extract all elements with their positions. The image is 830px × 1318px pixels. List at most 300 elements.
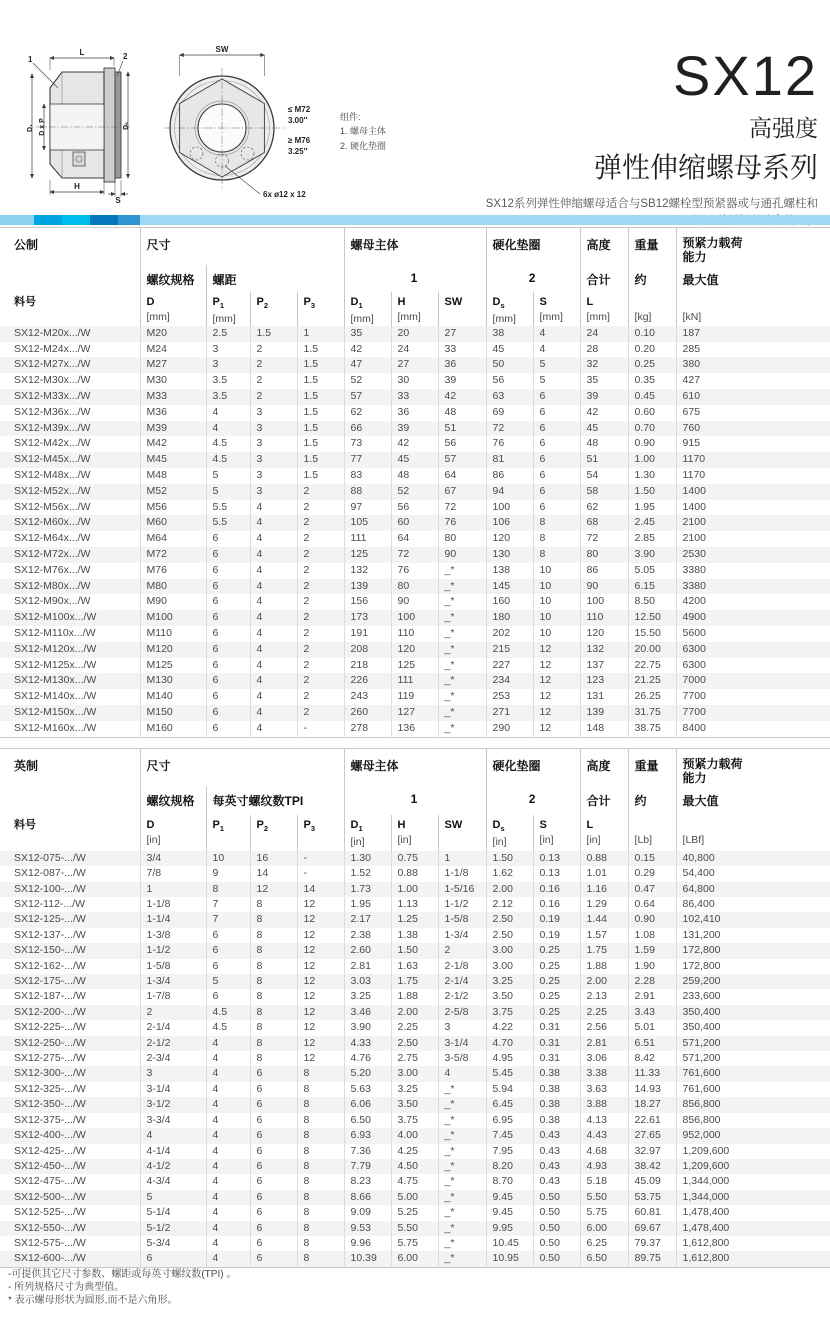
value-cell: 2 — [297, 484, 344, 500]
value-cell: 4 — [250, 610, 297, 626]
value-cell: 6.25 — [580, 1236, 628, 1251]
value-cell: 90 — [438, 547, 486, 563]
value-cell: 571,200 — [676, 1036, 830, 1051]
value-cell: 3 — [250, 421, 297, 437]
value-cell: 2.75 — [391, 1051, 438, 1066]
value-cell: 38 — [486, 326, 533, 342]
value-cell: 0.90 — [628, 436, 676, 452]
column-symbol-main: 料号 — [14, 818, 36, 831]
column-symbol-sub: 1 — [358, 300, 363, 310]
value-cell: 72 — [438, 500, 486, 516]
value-cell: 4 — [250, 673, 297, 689]
value-cell: 0.60 — [628, 405, 676, 421]
value-cell: 1.16 — [580, 882, 628, 897]
value-cell: M33 — [140, 389, 206, 405]
value-cell: 4-1/2 — [140, 1159, 206, 1174]
sub-header-thread-spec: 螺纹规格 — [140, 265, 206, 292]
value-cell: 4 — [206, 1051, 250, 1066]
value-cell: 6 — [533, 405, 580, 421]
value-cell: 2-1/4 — [438, 974, 486, 989]
sub-header-total: 合计 — [580, 265, 628, 292]
table-header — [0, 228, 830, 326]
column-symbol-main: H — [397, 818, 406, 831]
column-symbol — [445, 296, 484, 310]
value-cell: 2.38 — [344, 928, 391, 943]
table-row — [0, 405, 830, 421]
value-cell: 6 — [250, 1128, 297, 1143]
value-cell: 8 — [297, 1082, 344, 1097]
value-cell: 2.28 — [628, 974, 676, 989]
value-cell: 6.93 — [344, 1128, 391, 1143]
column-symbol — [351, 819, 389, 835]
value-cell: 27 — [438, 326, 486, 342]
value-cell: 8 — [250, 1051, 297, 1066]
value-cell: 4 — [250, 563, 297, 579]
value-cell: 4.76 — [344, 1051, 391, 1066]
value-cell: 3 — [206, 357, 250, 373]
value-cell: 2.00 — [391, 1005, 438, 1020]
part-number-cell: SX12-525-.../W — [14, 1206, 86, 1219]
value-cell: 136 — [391, 721, 438, 737]
column-header — [297, 815, 344, 851]
value-cell: 5 — [140, 1190, 206, 1205]
value-cell: 2 — [140, 1005, 206, 1020]
value-cell: 83 — [344, 468, 391, 484]
value-cell: 4 — [250, 626, 297, 642]
value-cell: M76 — [140, 563, 206, 579]
value-cell: 173 — [344, 610, 391, 626]
value-cell: 4 — [250, 547, 297, 563]
value-cell: 0.90 — [628, 912, 676, 927]
table-row — [0, 959, 830, 974]
value-cell: 6 — [533, 484, 580, 500]
value-cell: 45 — [391, 452, 438, 468]
part-number-cell: SX12-400-.../W — [14, 1129, 86, 1142]
value-cell: 57 — [438, 452, 486, 468]
value-cell: 7.45 — [486, 1128, 533, 1143]
value-cell: 0.10 — [628, 326, 676, 342]
table-row — [0, 928, 830, 943]
value-cell: 35 — [580, 373, 628, 389]
value-cell: 2100 — [676, 515, 830, 531]
part-number-cell: SX12-M52x.../W — [14, 484, 91, 497]
group-header-height — [580, 749, 628, 786]
value-cell: 105 — [344, 515, 391, 531]
value-cell: 0.64 — [628, 897, 676, 912]
value-cell: 1.95 — [628, 500, 676, 516]
value-cell: 4 — [206, 1113, 250, 1128]
value-cell: 380 — [676, 357, 830, 373]
value-cell: 8.66 — [344, 1190, 391, 1205]
value-cell: 5.05 — [628, 563, 676, 579]
column-symbol-sub: 1 — [219, 300, 225, 310]
value-cell: _* — [438, 1113, 486, 1128]
value-cell: 1.73 — [344, 882, 391, 897]
value-cell: 3.90 — [628, 547, 676, 563]
value-cell: 4 — [250, 579, 297, 595]
value-cell: 6 — [533, 389, 580, 405]
sub-header-row — [0, 265, 830, 292]
value-cell: M48 — [140, 468, 206, 484]
value-cell: 2 — [297, 500, 344, 516]
value-cell: 350,400 — [676, 1005, 830, 1020]
value-cell: 86,400 — [676, 897, 830, 912]
table-row — [0, 851, 830, 866]
column-header — [140, 292, 206, 326]
value-cell: 1400 — [676, 500, 830, 516]
value-cell: 4 — [206, 1066, 250, 1081]
value-cell: 31.75 — [628, 705, 676, 721]
value-cell: 5.94 — [486, 1082, 533, 1097]
part-number-cell: SX12-M125x.../W — [14, 658, 97, 671]
value-cell: 1-1/8 — [438, 866, 486, 881]
group-header-label: 重量 — [634, 238, 659, 252]
part-number-cell: SX12-425-.../W — [14, 1144, 86, 1157]
table-row — [0, 673, 830, 689]
value-cell: 1,478,400 — [676, 1205, 830, 1220]
value-cell: 3 — [250, 468, 297, 484]
column-header — [0, 815, 140, 851]
dim-label-SW: SW — [215, 45, 229, 54]
value-cell: M60 — [140, 515, 206, 531]
column-symbol — [14, 819, 138, 833]
value-cell: 4 — [250, 689, 297, 705]
value-cell: 11.33 — [628, 1066, 676, 1081]
column-header — [580, 292, 628, 326]
column-unit: [Lb] — [634, 833, 653, 846]
column-header — [206, 292, 250, 326]
value-cell: 1 — [438, 851, 486, 866]
table-row — [0, 989, 830, 1004]
value-cell: 80 — [580, 547, 628, 563]
value-cell: 26.25 — [628, 689, 676, 705]
column-symbol — [257, 819, 295, 835]
value-cell: 56 — [438, 436, 486, 452]
sub-header-thread-spec: 螺纹规格 — [140, 786, 206, 815]
value-cell: 72 — [580, 531, 628, 547]
value-cell: 12 — [533, 642, 580, 658]
part-number-cell: SX12-M20x.../W — [14, 326, 91, 339]
front-view-drawing — [142, 44, 354, 206]
part-number-cell: SX12-M48x.../W — [14, 468, 91, 481]
part-number-cell: SX12-500-.../W — [14, 1190, 86, 1203]
value-cell: 132 — [344, 563, 391, 579]
accent-bar-segment — [118, 215, 140, 225]
value-cell: 130 — [486, 547, 533, 563]
value-cell: _* — [438, 610, 486, 626]
value-cell: 760 — [676, 421, 830, 437]
value-cell: 4.33 — [344, 1036, 391, 1051]
table-row — [0, 452, 830, 468]
table-row — [0, 1159, 830, 1174]
value-cell: 2 — [297, 547, 344, 563]
value-cell: _* — [438, 1128, 486, 1143]
value-cell: 125 — [391, 658, 438, 674]
part-number-cell: SX12-M60x.../W — [14, 516, 91, 529]
value-cell: 0.31 — [533, 1051, 580, 1066]
value-cell: 6 — [250, 1097, 297, 1112]
part-number-cell: SX12-M36x.../W — [14, 405, 91, 418]
value-cell: 35 — [344, 326, 391, 342]
part-number-cell: SX12-M160x.../W — [14, 721, 97, 734]
value-cell: 0.25 — [533, 974, 580, 989]
group-header-label: 硬化垫圈 — [492, 238, 541, 252]
value-cell: 8.23 — [344, 1174, 391, 1189]
value-cell: 76 — [391, 563, 438, 579]
value-cell: M36 — [140, 405, 206, 421]
value-cell: 215 — [486, 642, 533, 658]
value-cell: 290 — [486, 721, 533, 737]
value-cell: 4.5 — [206, 452, 250, 468]
value-cell: 12 — [533, 689, 580, 705]
column-header — [344, 292, 391, 326]
series-title: SX12 — [673, 44, 818, 107]
value-cell: 1.88 — [580, 959, 628, 974]
value-cell: 3.75 — [391, 1113, 438, 1128]
value-cell: 3.46 — [344, 1005, 391, 1020]
value-cell: 6300 — [676, 658, 830, 674]
value-cell: 50 — [486, 357, 533, 373]
value-cell: 10.39 — [344, 1251, 391, 1267]
value-cell: 761,600 — [676, 1066, 830, 1081]
column-symbol — [351, 296, 389, 312]
value-cell: 148 — [580, 721, 628, 737]
value-cell: _* — [438, 1097, 486, 1112]
value-cell: 1.00 — [628, 452, 676, 468]
value-cell: 3.90 — [344, 1020, 391, 1035]
column-symbol — [398, 819, 436, 833]
part-number-cell: SX12-275-.../W — [14, 1052, 86, 1065]
value-cell: 5.75 — [391, 1236, 438, 1251]
value-cell: 0.43 — [533, 1128, 580, 1143]
value-cell: 271 — [486, 705, 533, 721]
value-cell: 10 — [533, 626, 580, 642]
value-cell: 1.50 — [628, 484, 676, 500]
value-cell: 12 — [297, 912, 344, 927]
value-cell: 5 — [206, 974, 250, 989]
value-cell: 3.63 — [580, 1082, 628, 1097]
value-cell: 8 — [250, 974, 297, 989]
table-row — [0, 421, 830, 437]
value-cell: 139 — [580, 705, 628, 721]
series-subtitle-type: 弹性伸缩螺母系列 — [593, 152, 818, 183]
value-cell: 2 — [250, 357, 297, 373]
value-cell: 1.08 — [628, 928, 676, 943]
value-cell: M125 — [140, 658, 206, 674]
value-cell: 22.61 — [628, 1113, 676, 1128]
value-cell: 4-3/4 — [140, 1174, 206, 1189]
value-cell: 6 — [206, 673, 250, 689]
value-cell: 1.62 — [486, 866, 533, 881]
value-cell: 1,209,600 — [676, 1144, 830, 1159]
value-cell: 4 — [250, 531, 297, 547]
value-cell: 7.79 — [344, 1159, 391, 1174]
value-cell: 0.88 — [580, 851, 628, 866]
value-cell: 48 — [580, 436, 628, 452]
value-cell: _* — [438, 673, 486, 689]
value-cell: 69.67 — [628, 1221, 676, 1236]
value-cell: 52 — [391, 484, 438, 500]
table-row — [0, 642, 830, 658]
value-cell: 12 — [297, 974, 344, 989]
value-cell: 2 — [297, 563, 344, 579]
part-number-cell: SX12-075-.../W — [14, 851, 86, 864]
value-cell: 4 — [250, 642, 297, 658]
column-header — [438, 292, 486, 326]
value-cell: 1.5 — [297, 468, 344, 484]
value-cell: 180 — [486, 610, 533, 626]
dim-label-L: L — [79, 48, 85, 57]
table-row — [0, 1144, 830, 1159]
value-cell: 1.63 — [391, 959, 438, 974]
group-header-label: 尺寸 — [146, 238, 171, 252]
part-number-cell: SX12-M140x.../W — [14, 690, 97, 703]
part-number-cell: SX12-350-.../W — [14, 1098, 86, 1111]
value-cell: 94 — [486, 484, 533, 500]
value-cell: 8 — [250, 989, 297, 1004]
value-cell: 88 — [344, 484, 391, 500]
unit-system-label — [0, 228, 140, 265]
table-row — [0, 1113, 830, 1128]
value-cell: 6 — [206, 928, 250, 943]
value-cell: 234 — [486, 673, 533, 689]
value-cell: 127 — [391, 705, 438, 721]
sub-header-pitch: 每英寸螺纹数TPI — [206, 786, 344, 815]
value-cell: 9 — [206, 866, 250, 881]
value-cell: 69 — [486, 405, 533, 421]
value-cell: 0.43 — [533, 1174, 580, 1189]
group-header-nut-body — [344, 228, 486, 265]
value-cell: 3 — [140, 1066, 206, 1081]
value-cell: 1.29 — [580, 897, 628, 912]
column-symbol — [635, 296, 674, 310]
group-header-washer — [486, 749, 580, 786]
value-cell: 3.00 — [391, 1066, 438, 1081]
value-cell: 1,612,800 — [676, 1236, 830, 1251]
value-cell: _* — [438, 658, 486, 674]
value-cell: 1.5 — [297, 342, 344, 358]
sub-header-part-1: 1 — [344, 786, 486, 815]
column-header — [250, 815, 297, 851]
value-cell: 22.75 — [628, 658, 676, 674]
part-number-cell: SX12-087-.../W — [14, 867, 86, 880]
value-cell: 12 — [297, 897, 344, 912]
value-cell: 8 — [297, 1251, 344, 1267]
value-cell: 6 — [533, 436, 580, 452]
value-cell: 3 — [250, 452, 297, 468]
value-cell: 5.5 — [206, 515, 250, 531]
value-cell: 2 — [297, 642, 344, 658]
table-row — [0, 563, 830, 579]
part-number-cell: SX12-M56x.../W — [14, 500, 91, 513]
value-cell: 119 — [391, 689, 438, 705]
value-cell: 8 — [250, 928, 297, 943]
value-cell: 3.5 — [206, 389, 250, 405]
value-cell: 3 — [250, 484, 297, 500]
value-cell: 4.13 — [580, 1113, 628, 1128]
column-header — [533, 815, 580, 851]
column-symbol-main: P — [256, 818, 264, 831]
table-row — [0, 1097, 830, 1112]
value-cell: 3380 — [676, 563, 830, 579]
group-header-label: 高度 — [586, 759, 611, 773]
bolt-holes-label: 6x ø12 x 12 — [263, 190, 306, 199]
column-unit: [LBf] — [682, 833, 705, 846]
value-cell: 1.00 — [391, 882, 438, 897]
value-cell: 0.16 — [533, 882, 580, 897]
value-cell: 0.38 — [533, 1113, 580, 1128]
value-cell: 5 — [533, 373, 580, 389]
part-number-cell: SX12-225-.../W — [14, 1021, 86, 1034]
group-header-row — [0, 749, 830, 786]
part-number-cell: SX12-M64x.../W — [14, 532, 91, 545]
value-cell: 10 — [533, 610, 580, 626]
value-cell: 1,209,600 — [676, 1159, 830, 1174]
value-cell: 79.37 — [628, 1236, 676, 1251]
value-cell: 8 — [297, 1190, 344, 1205]
value-cell: 8 — [250, 1005, 297, 1020]
value-cell: 1400 — [676, 484, 830, 500]
value-cell: 4.93 — [580, 1159, 628, 1174]
column-unit: [mm] — [350, 312, 374, 325]
part-number-cell: SX12-M120x.../W — [14, 642, 97, 655]
value-cell: _* — [438, 1082, 486, 1097]
value-cell: 2-3/4 — [140, 1051, 206, 1066]
value-cell: 5600 — [676, 626, 830, 642]
value-cell: 3.50 — [486, 989, 533, 1004]
value-cell: 208 — [344, 642, 391, 658]
column-header — [297, 292, 344, 326]
value-cell: 0.29 — [628, 866, 676, 881]
column-unit: [in] — [350, 835, 365, 848]
value-cell: 3.5 — [206, 373, 250, 389]
value-cell: 6300 — [676, 642, 830, 658]
value-cell: 24 — [580, 326, 628, 342]
table-row — [0, 1221, 830, 1236]
value-cell: 123 — [580, 673, 628, 689]
value-cell: 14.93 — [628, 1082, 676, 1097]
value-cell: 10 — [533, 594, 580, 610]
column-header — [486, 292, 533, 326]
table-row — [0, 1066, 830, 1081]
value-cell: 1.30 — [344, 851, 391, 866]
value-cell: 0.88 — [391, 866, 438, 881]
footnote: * 表示螺母形状为圆形,而不是六角形。 — [8, 1295, 178, 1306]
value-cell: 5-1/4 — [140, 1205, 206, 1220]
value-cell: 610 — [676, 389, 830, 405]
column-symbol — [635, 819, 674, 833]
value-cell: 2 — [250, 342, 297, 358]
group-header-weight — [628, 749, 676, 786]
value-cell: 0.31 — [533, 1036, 580, 1051]
value-cell: 3 — [250, 405, 297, 421]
value-cell: 0.38 — [533, 1066, 580, 1081]
value-cell: 77 — [344, 452, 391, 468]
value-cell: _* — [438, 1144, 486, 1159]
accent-bar-segment — [34, 215, 62, 225]
value-cell: 6 — [250, 1066, 297, 1081]
value-cell: 0.13 — [533, 866, 580, 881]
value-cell: 12 — [533, 721, 580, 737]
value-cell: 4.00 — [391, 1128, 438, 1143]
value-cell: 24 — [391, 342, 438, 358]
part-number-cell: SX12-162-.../W — [14, 959, 86, 972]
value-cell: 62 — [344, 405, 391, 421]
group-header-nut-body — [344, 749, 486, 786]
value-cell: 8 — [250, 959, 297, 974]
value-cell: 1.75 — [580, 943, 628, 958]
column-symbol-main: P — [212, 818, 220, 831]
